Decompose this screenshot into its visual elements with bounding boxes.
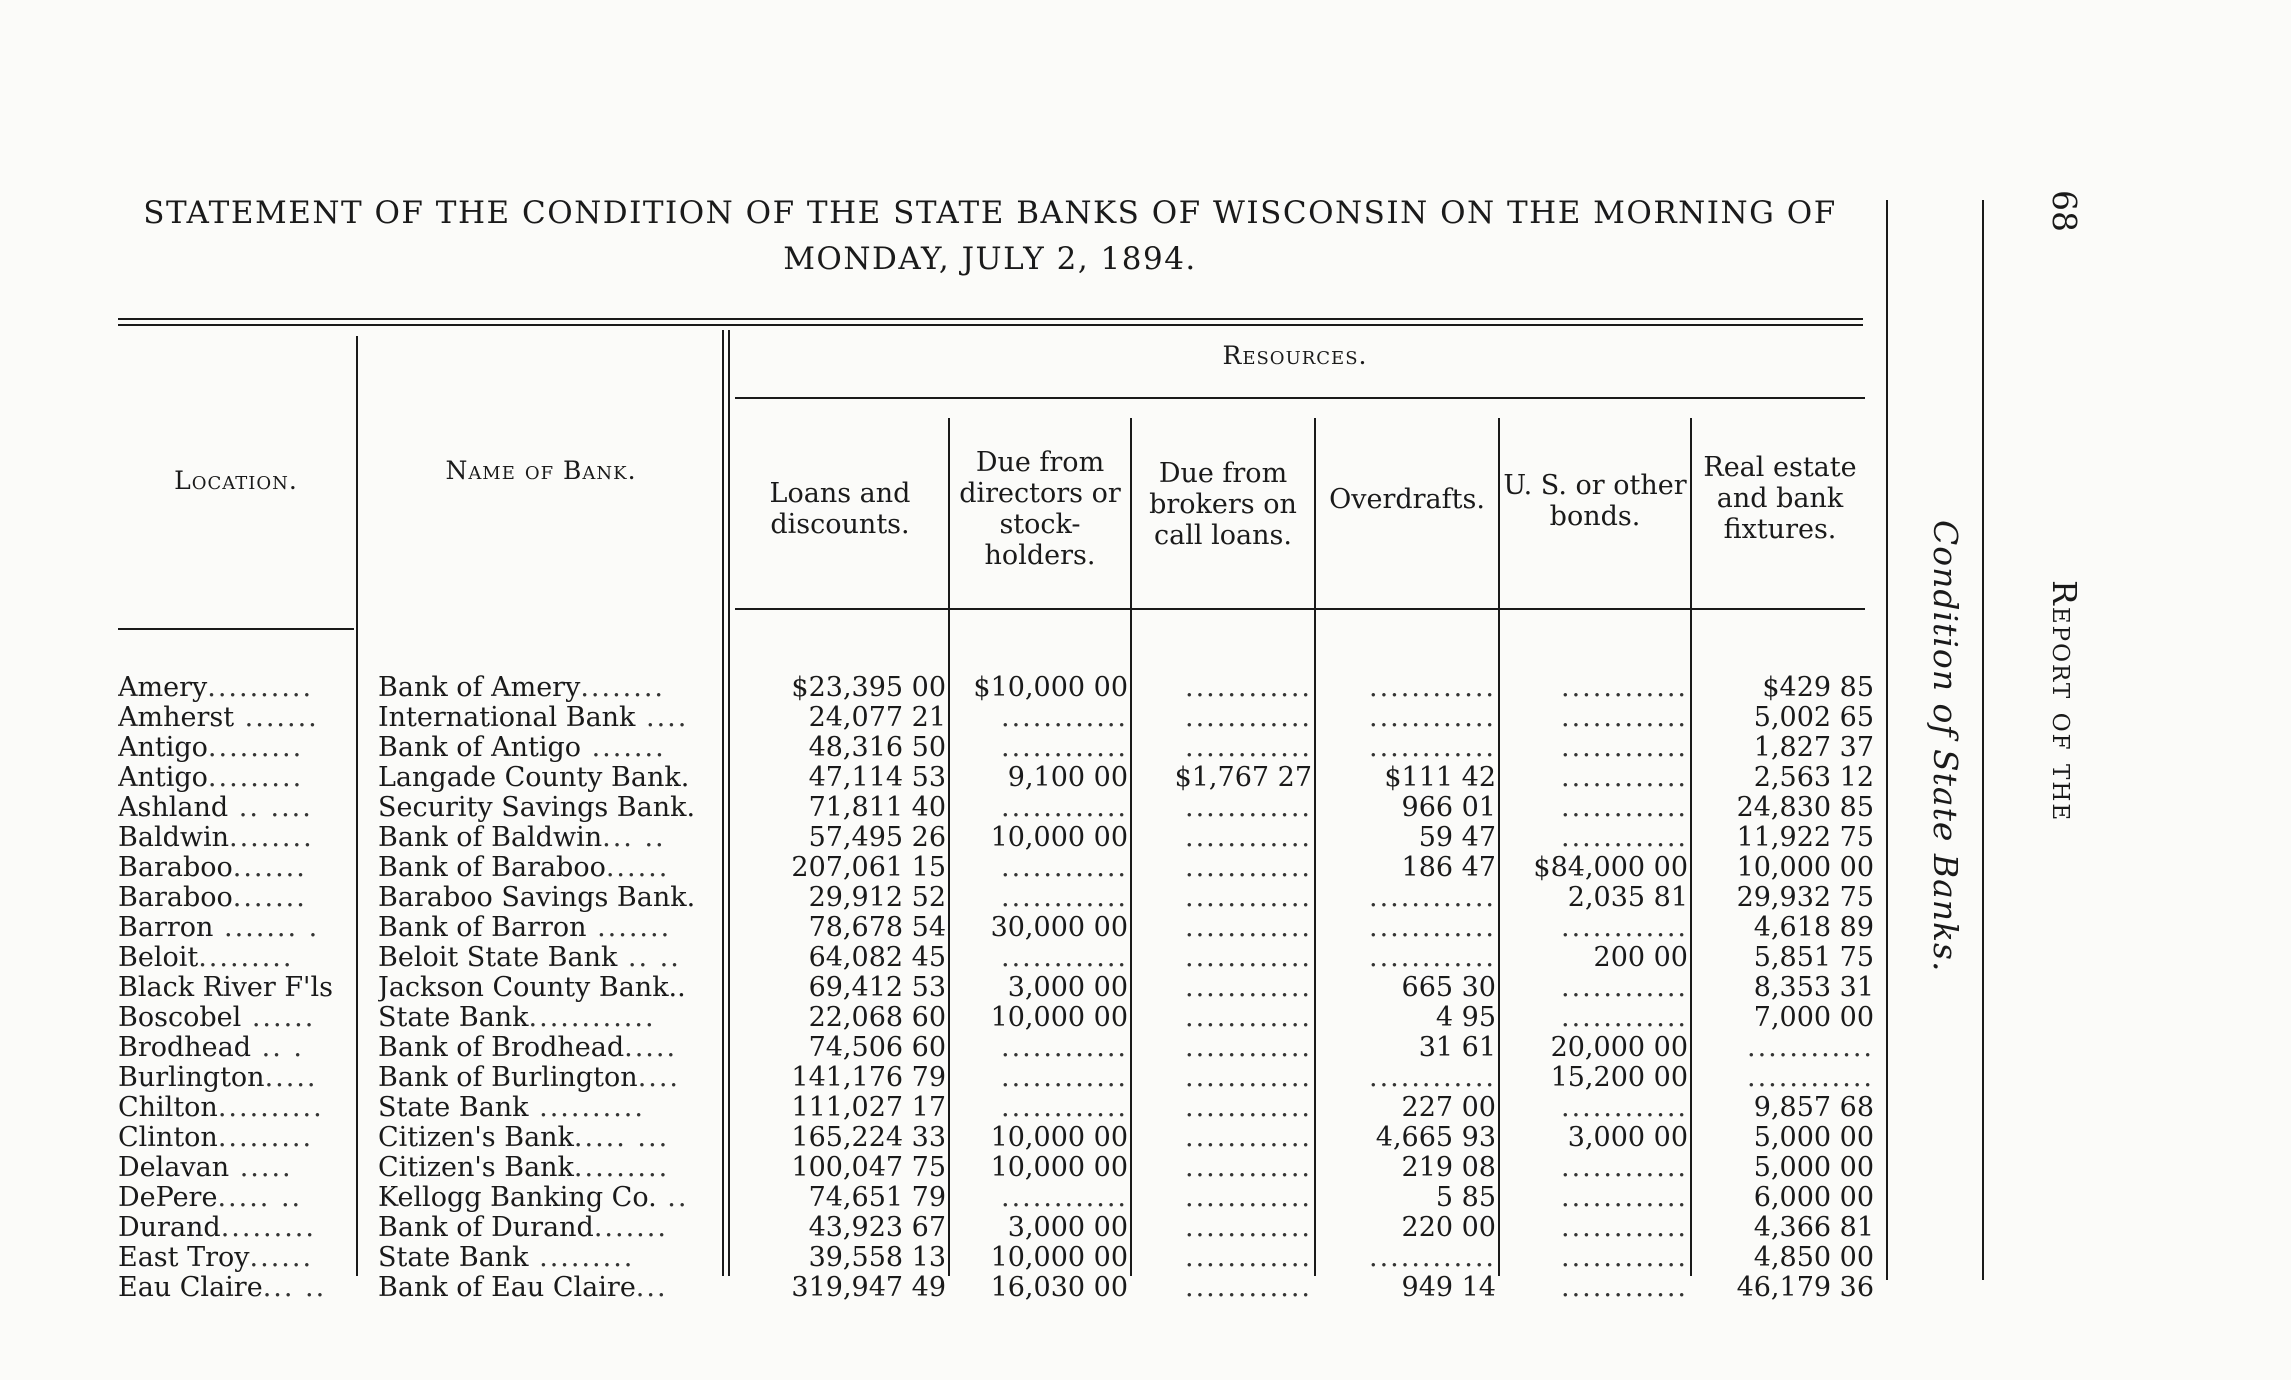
top-rule-2 xyxy=(118,324,1863,326)
real-estate-cell: 8,353 31 xyxy=(1753,973,1874,1003)
location-cell: Antigo xyxy=(118,763,208,793)
directors-cell: ............ xyxy=(1001,853,1128,883)
location-cell: Clinton xyxy=(118,1123,218,1153)
loans-cell: 111,027 17 xyxy=(791,1093,946,1123)
leader-dots: ...... xyxy=(605,853,670,883)
table-row xyxy=(0,973,1900,1003)
location-cell: East Troy xyxy=(118,1243,250,1273)
real-estate-cell: 6,000 00 xyxy=(1753,1183,1874,1213)
bonds-cell: ............ xyxy=(1561,913,1688,943)
bonds-cell: ............ xyxy=(1561,1003,1688,1033)
overdrafts-cell: 59 47 xyxy=(1418,823,1496,853)
real-estate-cell: 5,000 00 xyxy=(1753,1153,1874,1183)
loans-cell: 43,923 67 xyxy=(808,1213,946,1243)
loans-cell: $23,395 00 xyxy=(791,673,946,703)
directors-cell: 10,000 00 xyxy=(990,1153,1128,1183)
location-cell: Ashland xyxy=(118,793,229,823)
real-estate-cell: 46,179 36 xyxy=(1736,1273,1874,1303)
loans-cell: 74,651 79 xyxy=(808,1183,946,1213)
bank-name-cell: Bank of Baraboo xyxy=(378,853,606,883)
loans-cell: 319,947 49 xyxy=(791,1273,946,1303)
bank-name-cell: Bank of Durand xyxy=(378,1213,594,1243)
bank-name-cell: Bank of Barron xyxy=(378,913,587,943)
table-row xyxy=(0,1243,1900,1273)
loans-cell: 207,061 15 xyxy=(791,853,946,883)
overdrafts-cell: 219 08 xyxy=(1401,1153,1496,1183)
real-estate-cell: 5,000 00 xyxy=(1753,1123,1874,1153)
leader-dots: ..... xyxy=(624,1033,678,1063)
table-row xyxy=(0,823,1900,853)
location-cell: Barron xyxy=(118,913,214,943)
leader-dots: ... .. xyxy=(262,1273,327,1303)
directors-cell: 30,000 00 xyxy=(990,913,1128,943)
leader-dots: ......... xyxy=(217,1123,314,1153)
directors-cell: ............ xyxy=(1001,703,1128,733)
header-loans: Loans and discounts. xyxy=(769,478,911,540)
table-row xyxy=(0,913,1900,943)
running-head: Report of the xyxy=(2045,580,2084,823)
bank-name-cell: State Bank xyxy=(378,1243,529,1273)
location-cell: Baraboo xyxy=(118,883,233,913)
leader-dots: .......... xyxy=(528,1093,645,1123)
directors-cell: ............ xyxy=(1001,883,1128,913)
bonds-cell: 2,035 81 xyxy=(1567,883,1688,913)
bonds-cell: 20,000 00 xyxy=(1550,1033,1688,1063)
location-cell: Brodhead xyxy=(118,1033,252,1063)
directors-cell: ............ xyxy=(1001,733,1128,763)
bank-name-cell: Citizen's Bank xyxy=(378,1153,574,1183)
loans-cell: 74,506 60 xyxy=(808,1033,946,1063)
leader-dots: .......... xyxy=(207,673,314,703)
loans-cell: 47,114 53 xyxy=(808,763,946,793)
bank-name-cell: Security Savings Bank. xyxy=(378,793,696,823)
bonds-cell: ............ xyxy=(1561,703,1688,733)
leader-dots: ....... xyxy=(234,703,319,733)
real-estate-cell: 24,830 85 xyxy=(1736,793,1874,823)
leader-dots: .......... xyxy=(217,1093,324,1123)
brokers-cell: ............ xyxy=(1185,1123,1312,1153)
leader-dots: .. .... xyxy=(228,793,313,823)
overdrafts-cell: $111 42 xyxy=(1384,763,1496,793)
directors-cell: 10,000 00 xyxy=(990,1243,1128,1273)
directors-cell: 9,100 00 xyxy=(1007,763,1128,793)
page-title xyxy=(110,190,1870,282)
brokers-cell: ............ xyxy=(1185,793,1312,823)
brokers-cell: ............ xyxy=(1185,703,1312,733)
bank-name-cell: State Bank xyxy=(378,1003,529,1033)
header-real-estate: Real estate and bank fixtures. xyxy=(1703,452,1857,545)
table-row xyxy=(0,1093,1900,1123)
brokers-cell: ............ xyxy=(1185,973,1312,1003)
real-estate-cell: ............ xyxy=(1747,1033,1874,1063)
leader-dots: ...... xyxy=(249,1243,314,1273)
overdrafts-cell: 227 00 xyxy=(1401,1093,1496,1123)
real-estate-cell: 4,850 00 xyxy=(1753,1243,1874,1273)
leader-dots: ....... xyxy=(232,853,307,883)
table-row xyxy=(0,763,1900,793)
bank-name-cell: State Bank xyxy=(378,1093,529,1123)
directors-cell: 3,000 00 xyxy=(1007,1213,1128,1243)
real-estate-cell: ............ xyxy=(1747,1063,1874,1093)
bonds-cell: $84,000 00 xyxy=(1533,853,1688,883)
table-row xyxy=(0,1003,1900,1033)
bank-name-cell: Bank of Brodhead xyxy=(378,1033,625,1063)
leader-dots: .. .. xyxy=(617,943,681,973)
brokers-cell: ............ xyxy=(1185,1153,1312,1183)
leader-dots: ..... ... xyxy=(573,1123,670,1153)
leader-dots: ......... xyxy=(220,1213,316,1243)
leader-dots: ....... xyxy=(581,733,666,763)
title-line-2: MONDAY, JULY 2, 1894. xyxy=(783,241,1197,277)
bonds-cell: ............ xyxy=(1561,823,1688,853)
bonds-cell: ............ xyxy=(1561,1273,1688,1303)
location-cell: DePere xyxy=(118,1183,218,1213)
brokers-cell: ............ xyxy=(1185,1243,1312,1273)
header-overdrafts: Overdrafts. xyxy=(1329,484,1485,515)
leader-dots: ... .. xyxy=(602,823,666,853)
bank-name-cell: Beloit State Bank xyxy=(378,943,618,973)
leader-dots: ..... xyxy=(264,1063,318,1093)
table-row xyxy=(0,1033,1900,1063)
location-cell: Delavan xyxy=(118,1153,230,1183)
overdrafts-cell: 4,665 93 xyxy=(1375,1123,1496,1153)
directors-cell: ............ xyxy=(1001,1183,1128,1213)
overdrafts-cell: 4 95 xyxy=(1435,1003,1496,1033)
real-estate-cell: 4,618 89 xyxy=(1753,913,1874,943)
bank-name-cell: Bank of Eau Claire xyxy=(378,1273,636,1303)
loans-cell: 48,316 50 xyxy=(808,733,946,763)
bank-name-cell: Bank of Antigo xyxy=(378,733,582,763)
brokers-cell: ............ xyxy=(1185,853,1312,883)
location-cell: Amery xyxy=(118,673,208,703)
brokers-cell: ............ xyxy=(1185,1093,1312,1123)
bank-name-cell: Jackson County Bank.. xyxy=(378,973,686,1003)
bank-name-cell: International Bank xyxy=(378,703,636,733)
loans-cell: 71,811 40 xyxy=(808,793,946,823)
real-estate-cell: 5,851 75 xyxy=(1753,943,1874,973)
bonds-cell: ............ xyxy=(1561,1093,1688,1123)
location-cell: Baldwin xyxy=(118,823,229,853)
bonds-cell: ............ xyxy=(1561,1243,1688,1273)
header-due-brokers: Due from brokers on call loans. xyxy=(1149,458,1297,551)
brokers-cell: ............ xyxy=(1185,913,1312,943)
loans-cell: 78,678 54 xyxy=(808,913,946,943)
leader-dots: .. . xyxy=(251,1033,304,1063)
overdrafts-cell: 31 61 xyxy=(1418,1033,1496,1063)
leader-dots: ......... xyxy=(207,763,304,793)
table-row xyxy=(0,703,1900,733)
real-estate-cell: 29,932 75 xyxy=(1736,883,1874,913)
overdrafts-cell: 186 47 xyxy=(1401,853,1496,883)
side-running-title: Condition of State Banks. xyxy=(1926,520,1965,973)
loans-cell: 22,068 60 xyxy=(808,1003,946,1033)
brokers-cell: $1,767 27 xyxy=(1174,763,1312,793)
location-cell: Amherst xyxy=(118,703,235,733)
loans-cell: 165,224 33 xyxy=(791,1123,946,1153)
overdrafts-cell: 665 30 xyxy=(1401,973,1496,1003)
bonds-cell: ............ xyxy=(1561,763,1688,793)
resources-rule xyxy=(735,397,1865,399)
real-estate-cell: 5,002 65 xyxy=(1753,703,1874,733)
directors-cell: ............ xyxy=(1001,943,1128,973)
leader-dots: ....... . xyxy=(213,913,320,943)
bonds-cell: ............ xyxy=(1561,673,1688,703)
loans-cell: 39,558 13 xyxy=(808,1243,946,1273)
leader-dots: ....... xyxy=(593,1213,668,1243)
directors-cell: ............ xyxy=(1001,1093,1128,1123)
overdrafts-cell: ............ xyxy=(1369,943,1496,973)
real-estate-cell: 1,827 37 xyxy=(1753,733,1874,763)
brokers-cell: ............ xyxy=(1185,1183,1312,1213)
directors-cell: 10,000 00 xyxy=(990,1003,1128,1033)
title-line-1: STATEMENT OF THE CONDITION OF THE STATE BANKS OF WISCONSIN ON THE MORNING OF xyxy=(143,195,1837,231)
brokers-cell: ............ xyxy=(1185,733,1312,763)
overdrafts-cell: ............ xyxy=(1369,673,1496,703)
bonds-cell: ............ xyxy=(1561,973,1688,1003)
bank-name-cell: Langade County Bank. xyxy=(378,763,690,793)
overdrafts-cell: ............ xyxy=(1369,1063,1496,1093)
real-estate-cell: 7,000 00 xyxy=(1753,1003,1874,1033)
leader-dots: ........ xyxy=(580,673,666,703)
real-estate-cell: 9,857 68 xyxy=(1753,1093,1874,1123)
directors-cell: 10,000 00 xyxy=(990,823,1128,853)
real-estate-cell: 4,366 81 xyxy=(1753,1213,1874,1243)
loans-cell: 64,082 45 xyxy=(808,943,946,973)
bank-name-cell: Baraboo Savings Bank. xyxy=(378,883,696,913)
leader-dots: ..... xyxy=(229,1153,293,1183)
brokers-cell: ............ xyxy=(1185,1273,1312,1303)
real-estate-cell: 2,563 12 xyxy=(1753,763,1874,793)
location-cell: Eau Claire xyxy=(118,1273,263,1303)
leader-dots: ....... xyxy=(232,883,307,913)
loans-cell: 69,412 53 xyxy=(808,973,946,1003)
table-row xyxy=(0,1123,1900,1153)
brokers-cell: ............ xyxy=(1185,1063,1312,1093)
leader-dots: ......... xyxy=(528,1243,635,1273)
header-rule-resources xyxy=(735,608,1865,610)
brokers-cell: ............ xyxy=(1185,1003,1312,1033)
bank-name-cell: Kellogg Banking Co. xyxy=(378,1183,657,1213)
brokers-cell: ............ xyxy=(1185,1213,1312,1243)
overdrafts-cell: ............ xyxy=(1369,1243,1496,1273)
table-row xyxy=(0,943,1900,973)
leader-dots: .... xyxy=(637,1063,681,1093)
table-row xyxy=(0,793,1900,823)
leader-dots: ... xyxy=(635,1273,668,1303)
header-bank-name: Name of Bank. xyxy=(445,456,637,485)
location-cell: Burlington xyxy=(118,1063,265,1093)
real-estate-cell: $429 85 xyxy=(1762,673,1874,703)
directors-cell: 16,030 00 xyxy=(990,1273,1128,1303)
table-row xyxy=(0,1273,1900,1303)
bonds-cell: 15,200 00 xyxy=(1550,1063,1688,1093)
table-row xyxy=(0,733,1900,763)
directors-cell: 3,000 00 xyxy=(1007,973,1128,1003)
location-cell: Baraboo xyxy=(118,853,233,883)
table-row xyxy=(0,1063,1900,1093)
overdrafts-cell: ............ xyxy=(1369,913,1496,943)
bank-name-cell: Bank of Burlington xyxy=(378,1063,638,1093)
header-location: Location. xyxy=(174,466,298,495)
loans-cell: 141,176 79 xyxy=(791,1063,946,1093)
leader-dots: ............ xyxy=(528,1003,656,1033)
loans-cell: 57,495 26 xyxy=(808,823,946,853)
leader-dots: ......... xyxy=(573,1153,670,1183)
location-cell: Chilton xyxy=(118,1093,218,1123)
location-cell: Antigo xyxy=(118,733,208,763)
bonds-cell: 3,000 00 xyxy=(1567,1123,1688,1153)
bank-name-cell: Citizen's Bank xyxy=(378,1123,574,1153)
directors-cell: ............ xyxy=(1001,1033,1128,1063)
directors-cell: ............ xyxy=(1001,793,1128,823)
table-row xyxy=(0,853,1900,883)
overdrafts-cell: ............ xyxy=(1369,733,1496,763)
table-row xyxy=(0,1183,1900,1213)
location-cell: Black River F'ls xyxy=(118,973,333,1003)
real-estate-cell: 10,000 00 xyxy=(1736,853,1874,883)
brokers-cell: ............ xyxy=(1185,823,1312,853)
loans-cell: 29,912 52 xyxy=(808,883,946,913)
directors-cell: ............ xyxy=(1001,1063,1128,1093)
bank-name-cell: Bank of Baldwin xyxy=(378,823,603,853)
header-resources: Resources. xyxy=(1222,341,1368,370)
location-cell: Boscobel xyxy=(118,1003,242,1033)
table-row xyxy=(0,673,1900,703)
bonds-cell: ............ xyxy=(1561,1183,1688,1213)
brokers-cell: ............ xyxy=(1185,943,1312,973)
leader-dots: ..... .. xyxy=(217,1183,303,1213)
overdrafts-cell: 949 14 xyxy=(1401,1273,1496,1303)
leader-dots: .... xyxy=(635,703,689,733)
real-estate-cell: 11,922 75 xyxy=(1736,823,1874,853)
location-cell: Beloit xyxy=(118,943,199,973)
bonds-cell: ............ xyxy=(1561,1213,1688,1243)
overdrafts-cell: 5 85 xyxy=(1435,1183,1496,1213)
bonds-cell: ............ xyxy=(1561,733,1688,763)
bonds-cell: ............ xyxy=(1561,793,1688,823)
header-due-directors: Due from directors or stock-holders. xyxy=(959,447,1121,571)
overdrafts-cell: ............ xyxy=(1369,883,1496,913)
leader-dots: ......... xyxy=(198,943,294,973)
leader-dots: ........ xyxy=(229,823,314,853)
loans-cell: 24,077 21 xyxy=(808,703,946,733)
brokers-cell: ............ xyxy=(1185,1033,1312,1063)
loans-cell: 100,047 75 xyxy=(791,1153,946,1183)
overdrafts-cell: 220 00 xyxy=(1401,1213,1496,1243)
brokers-cell: ............ xyxy=(1185,883,1312,913)
bonds-cell: ............ xyxy=(1561,1153,1688,1183)
leader-dots: .. xyxy=(656,1183,689,1213)
leader-dots: ...... xyxy=(241,1003,316,1033)
top-rule xyxy=(118,318,1863,320)
header-rule-location xyxy=(118,628,354,630)
overdrafts-cell: 966 01 xyxy=(1401,793,1496,823)
table-row xyxy=(0,883,1900,913)
location-cell: Durand xyxy=(118,1213,221,1243)
page-number: 68 xyxy=(2045,190,2084,232)
directors-cell: 10,000 00 xyxy=(990,1123,1128,1153)
bank-name-cell: Bank of Amery xyxy=(378,673,581,703)
brokers-cell: ............ xyxy=(1185,673,1312,703)
leader-dots: ....... xyxy=(586,913,672,943)
bonds-cell: 200 00 xyxy=(1593,943,1688,973)
overdrafts-cell: ............ xyxy=(1369,703,1496,733)
header-bonds: U. S. or other bonds. xyxy=(1503,470,1687,532)
leader-dots: ......... xyxy=(207,733,304,763)
table-row xyxy=(0,1213,1900,1243)
directors-cell: $10,000 00 xyxy=(973,673,1128,703)
col-line-9 xyxy=(1982,200,1984,1280)
table-row xyxy=(0,1153,1900,1183)
